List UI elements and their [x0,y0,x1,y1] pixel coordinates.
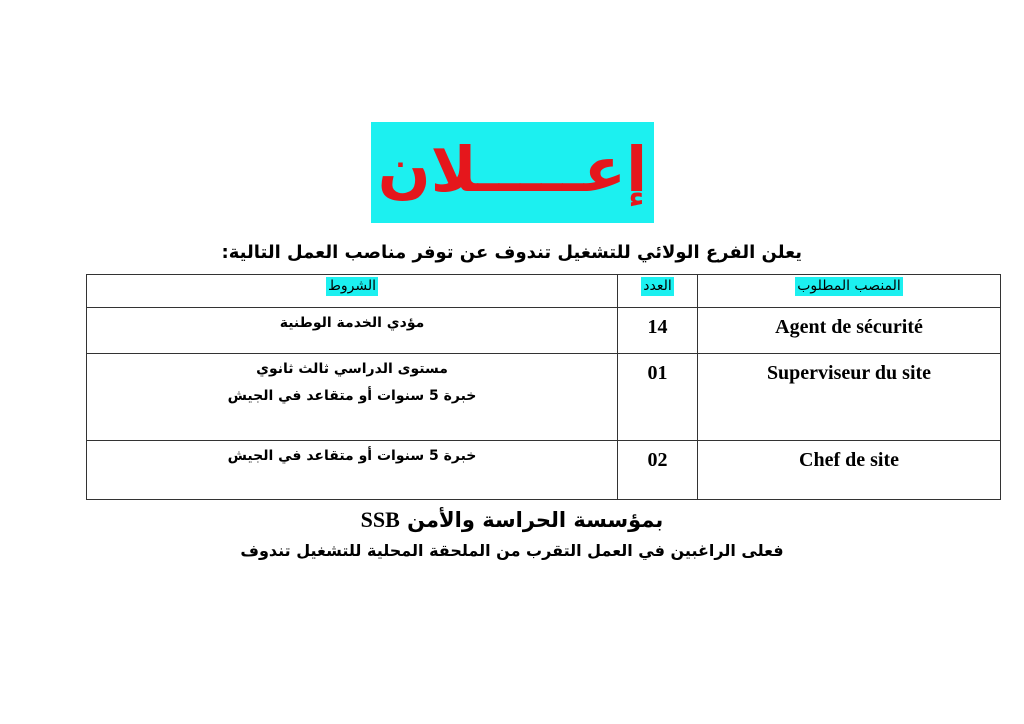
position-count: 14 [647,316,668,338]
conditions-cell [87,354,618,441]
condition-line: مؤدي الخدمة الوطنية [279,315,425,331]
condition-line: مستوى الدراسي ثالث ثانوي [256,361,448,377]
announcement-intro: يعلن الفرع الولائي للتشغيل تندوف عن توفر مناصب العمل التالية: [221,242,802,263]
position-count: 01 [647,362,668,384]
company-brand: SSB [360,507,400,532]
position-cell [698,354,1001,441]
position-cell [698,441,1001,500]
company-prefix: بمؤسسة الحراسة والأمن [407,508,664,532]
announcement-title: إعـــــلان [377,132,648,206]
table-row [87,441,1001,500]
count-cell [618,308,698,354]
header-count-cell [618,275,698,308]
count-cell [618,441,698,500]
conditions-cell [87,441,618,500]
announcement-title-box [371,122,654,223]
table-header-row [87,275,1001,308]
conditions-cell [87,308,618,354]
position-title: Superviseur du site [766,362,932,384]
header-position: المنصب المطلوب [797,278,901,294]
header-conditions: الشروط [327,278,377,294]
position-title: Chef de site [799,449,899,471]
condition-line: خبرة 5 سنوات أو متقاعد في الجيش [227,448,477,464]
position-cell [698,308,1001,354]
position-title: Agent de sécurité [775,316,923,338]
job-positions-table [86,274,1001,500]
count-cell [618,354,698,441]
header-conditions-cell [87,275,618,308]
table-row [87,354,1001,441]
table-row [87,308,1001,354]
company-line [0,507,1024,533]
header-count: العدد [643,278,672,294]
position-count: 02 [647,449,668,471]
condition-line: خبرة 5 سنوات أو متقاعد في الجيش [227,388,477,404]
header-position-cell [698,275,1001,308]
application-note: فعلى الراغبين في العمل التقرب من الملحقة المحلية للتشغيل تندوف [240,541,784,560]
